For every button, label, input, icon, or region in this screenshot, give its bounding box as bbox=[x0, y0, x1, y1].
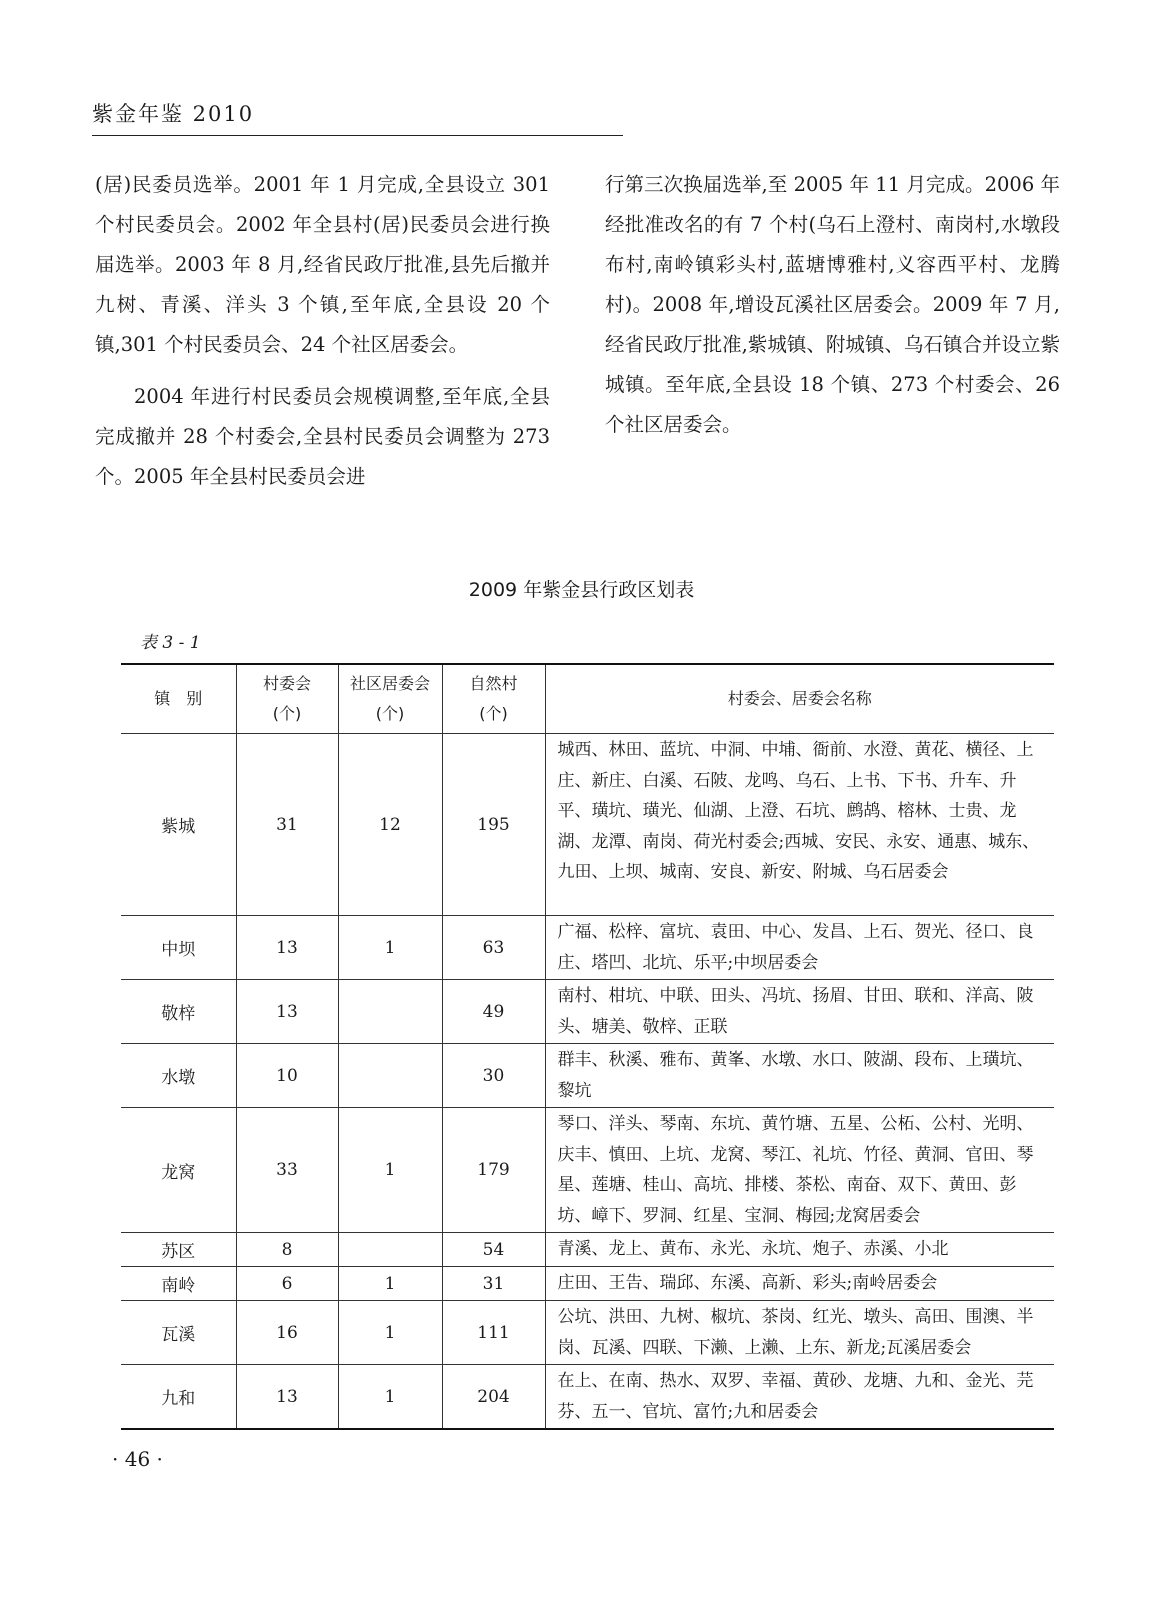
cell-town: 水墩 bbox=[121, 1044, 236, 1108]
cell-community-count: 12 bbox=[338, 734, 442, 916]
cell-natural-village-count: 204 bbox=[442, 1365, 545, 1430]
cell-names: 公坑、洪田、九树、椒坑、茶岗、红光、墩头、高田、围澳、半岗、瓦溪、四联、下濑、上濑、上东、新龙;瓦溪居委会 bbox=[545, 1301, 1054, 1365]
cell-town: 苏区 bbox=[121, 1233, 236, 1267]
table-row bbox=[121, 916, 1054, 980]
header-village-committee-label: 村委会 bbox=[262, 674, 311, 693]
cell-names: 庄田、王告、瑞邱、东溪、高新、彩头;南岭居委会 bbox=[545, 1267, 1054, 1301]
table-row bbox=[121, 1267, 1054, 1301]
header-unit: (个) bbox=[479, 704, 508, 723]
cell-town: 南岭 bbox=[121, 1267, 236, 1301]
cell-community-count bbox=[338, 1233, 442, 1267]
cell-town: 瓦溪 bbox=[121, 1301, 236, 1365]
table-row bbox=[121, 1233, 1054, 1267]
table-number: 表 3 - 1 bbox=[140, 633, 201, 653]
table-header-row bbox=[121, 664, 1054, 734]
cell-village-committee-count: 16 bbox=[236, 1301, 338, 1365]
cell-community-count: 1 bbox=[338, 1365, 442, 1430]
header-unit: (个) bbox=[375, 704, 405, 723]
text-column-left bbox=[95, 165, 550, 509]
table-title: 2009 年紫金县行政区划表 bbox=[468, 579, 695, 601]
header-community-label: 社区居委会 bbox=[349, 674, 430, 693]
paragraph: 行第三次换届选举,至 2005 年 11 月完成。2006 年经批准改名的有 7 个村(乌石上澄村、南岗村,水墩段布村,南岭镇彩头村,蓝塘博雅村,义容西平村、龙腾村)。2008 年,增设瓦溪社区居委会。2009 年 7 月,经省民政厅批准,紫城镇、附城镇、乌石镇合并设立紫城镇。至年底,全县设 18 个镇、273 个村委会、26 个社区居委会。 bbox=[605, 173, 1060, 436]
cell-community-count: 1 bbox=[338, 1108, 442, 1233]
cell-village-committee-count: 10 bbox=[236, 1044, 338, 1108]
cell-village-committee-count: 33 bbox=[236, 1108, 338, 1233]
paragraph: (居)民委员选举。2001 年 1 月完成,全县设立 301 个村民委员会。2002 年全县村(居)民委员会进行换届选举。2003 年 8 月,经省民政厅批准,县先后撤并九树、青溪、洋头 3 个镇,至年底,全县设 20 个镇,301 个村民委员会、24 个社区居委会。 bbox=[95, 173, 550, 356]
table-row bbox=[121, 1365, 1054, 1430]
cell-village-committee-count: 13 bbox=[236, 916, 338, 980]
header-rule bbox=[92, 135, 623, 136]
table-row bbox=[121, 1044, 1054, 1108]
cell-names: 在上、在南、热水、双罗、幸福、黄砂、龙塘、九和、金光、芫芬、五一、官坑、富竹;九和居委会 bbox=[545, 1365, 1054, 1430]
table-row bbox=[121, 1108, 1054, 1233]
cell-natural-village-count: 49 bbox=[442, 980, 545, 1044]
cell-names: 琴口、洋头、琴南、东坑、黄竹塘、五星、公柘、公村、光明、庆丰、慎田、上坑、龙窝、琴江、礼坑、竹径、黄洞、官田、琴星、莲塘、桂山、高坑、排楼、茶松、南奋、双下、黄田、彭坊、嶂下、罗洞、红星、宝洞、梅园;龙窝居委会 bbox=[545, 1108, 1054, 1233]
cell-community-count: 1 bbox=[338, 916, 442, 980]
header-town: 镇 别 bbox=[121, 664, 236, 734]
cell-town: 九和 bbox=[121, 1365, 236, 1430]
header-names: 村委会、居委会名称 bbox=[545, 664, 1054, 734]
administrative-division-table bbox=[121, 663, 1054, 1430]
cell-community-count bbox=[338, 980, 442, 1044]
table-row bbox=[121, 980, 1054, 1044]
cell-village-committee-count: 8 bbox=[236, 1233, 338, 1267]
cell-village-committee-count: 31 bbox=[236, 734, 338, 916]
cell-town: 中坝 bbox=[121, 916, 236, 980]
cell-community-count: 1 bbox=[338, 1301, 442, 1365]
cell-village-committee-count: 6 bbox=[236, 1267, 338, 1301]
cell-names: 广福、松梓、富坑、袁田、中心、发昌、上石、贺光、径口、良庄、塔凹、北坑、乐平;中坝居委会 bbox=[545, 916, 1054, 980]
page-number: · 46 · bbox=[112, 1447, 163, 1471]
cell-names: 城西、林田、蓝坑、中洞、中埔、衙前、水澄、黄花、横径、上庄、新庄、白溪、石陂、龙鸣、乌石、上书、下书、升车、升平、璜坑、璜光、仙湖、上澄、石坑、鹧鸪、榕林、士贵、龙湖、龙潭、南岗、荷光村委会;西城、安民、永安、通惠、城东、九田、上坝、城南、安良、新安、附城、乌石居委会 bbox=[545, 734, 1054, 916]
cell-community-count: 1 bbox=[338, 1267, 442, 1301]
cell-natural-village-count: 30 bbox=[442, 1044, 545, 1108]
header-natural-village bbox=[442, 664, 545, 734]
table-row bbox=[121, 734, 1054, 916]
cell-town: 敬梓 bbox=[121, 980, 236, 1044]
cell-natural-village-count: 63 bbox=[442, 916, 545, 980]
cell-village-committee-count: 13 bbox=[236, 1365, 338, 1430]
cell-natural-village-count: 179 bbox=[442, 1108, 545, 1233]
header-village-committee bbox=[236, 664, 338, 734]
cell-town: 紫城 bbox=[121, 734, 236, 916]
header-unit: (个) bbox=[272, 704, 302, 723]
table-row bbox=[121, 1301, 1054, 1365]
header-natural-village-label: 自然村 bbox=[469, 674, 518, 693]
cell-names: 南村、柑坑、中联、田头、冯坑、扬眉、甘田、联和、洋高、陂头、塘美、敬梓、正联 bbox=[545, 980, 1054, 1044]
cell-village-committee-count: 13 bbox=[236, 980, 338, 1044]
cell-town: 龙窝 bbox=[121, 1108, 236, 1233]
cell-natural-village-count: 54 bbox=[442, 1233, 545, 1267]
cell-natural-village-count: 111 bbox=[442, 1301, 545, 1365]
running-title: 紫金年鉴 2010 bbox=[92, 102, 255, 126]
cell-natural-village-count: 195 bbox=[442, 734, 545, 916]
header-community bbox=[338, 664, 442, 734]
cell-names: 青溪、龙上、黄布、永光、永坑、炮子、赤溪、小北 bbox=[545, 1233, 1054, 1267]
cell-names: 群丰、秋溪、雅布、黄峯、水墩、水口、陂湖、段布、上璜坑、黎坑 bbox=[545, 1044, 1054, 1108]
cell-natural-village-count: 31 bbox=[442, 1267, 545, 1301]
cell-community-count bbox=[338, 1044, 442, 1108]
paragraph: 2004 年进行村民委员会规模调整,至年底,全县完成撤并 28 个村委会,全县村民委员会调整为 273 个。2005 年全县村民委员会进 bbox=[95, 385, 550, 488]
text-column-right bbox=[605, 165, 1060, 457]
